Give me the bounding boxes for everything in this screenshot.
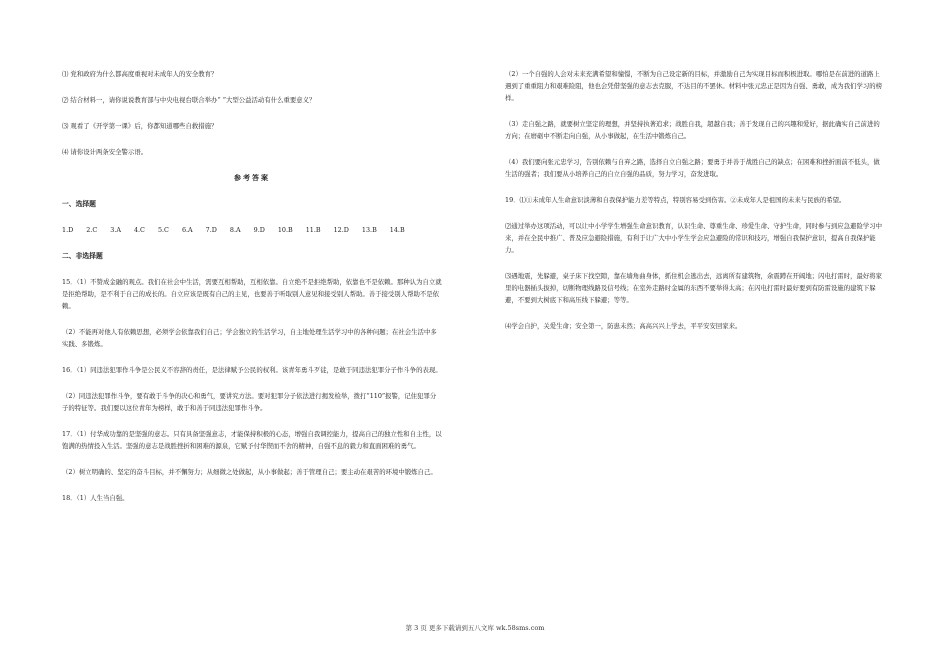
answer-18-1: 18．（1）人生当自强。	[62, 494, 129, 502]
choice-answer: 10.B	[277, 226, 293, 234]
section-choice-heading: 一、选择题	[62, 200, 96, 208]
question-3: ⑶ 观看了《开学第一课》后，你都知道哪些自救措施？	[62, 122, 218, 130]
answer-19-4: ⑷学会自护，关爱生命；安全第一，防患未然；高高兴兴上学去，平平安安回家来。	[505, 322, 742, 330]
section-nonchoice-heading: 二、非选择题	[62, 252, 103, 260]
answer-18-3: （3）走自强之路，就要树立坚定的理想，并坚持执著追求；战胜自我，超越自我；善于发现自己的兴趣和爱好，据此确实自己前进的方向；在磨砺中不断走向自强，从小事做起，在生活中锻炼自己。	[505, 120, 880, 140]
choice-answer: 3.A	[110, 226, 121, 234]
choice-answer: 12.D	[333, 226, 349, 234]
choice-answer: 6.A	[181, 226, 193, 234]
choice-answer: 11.B	[305, 226, 321, 234]
answer-17-1: 17．（1）付华成功靠的是坚强的意志。只有具备坚强意志，才能保持积极的心态，增强自我调控能力，提高自己的独立性和自主性，以饱满的热情投入生活。坚强的意志是战胜挫折和困难的源泉，它赋予付华锲而不舍的精神，自强不息的毅力和直面困难的勇气。	[62, 430, 442, 450]
page-footer: 第 3 页 更多下载请到五八文库 wk.58sms.com	[405, 624, 545, 632]
question-2: ⑵ 结合材料一，请你说说教育部与中央电视台联合举办“ ”大型公益活动有什么重要意义？	[62, 96, 316, 104]
choice-answer: 2.C	[86, 226, 98, 234]
choice-answer: 13.B	[361, 226, 377, 234]
left-column	[62, 68, 442, 504]
question-1: ⑴ 党和政府为什么都高度重视对未成年人的安全教育？	[62, 70, 218, 78]
choice-answer: 4.C	[133, 226, 145, 234]
answer-18-2: （2）一个自强的人会对未来充满希望和憧憬，不断为自己设定新的目标，并激励自己为实现目标而积极进取。哪怕是在前进的道路上遇到了重重阻力和艰难险阻，他也会凭借坚强的意志去克服，不达目的不罢休。材料中张元忠正是因为自强、勇敢，成为我们学习的榜样。	[505, 70, 883, 102]
choice-answer: 5.C	[157, 226, 169, 234]
answer-17-2: （2）树立明确的、坚定的奋斗目标，并不懈努力；从细微之处做起，从小事做起；善于管理自己；要主动在艰苦的环境中锻炼自己。	[62, 468, 437, 476]
choice-answer: 1.D	[62, 226, 74, 234]
answer-19-3: ⑶遇地震，先躲避，桌子床下找空隙，靠在墙角曲身体，抓住机会逃出去，远离所有建筑物，余震蹲在开阔地；闪电打雷时，最好将家里的电器插头拔掉，切断物理线路及信号线；在室外走路时金属的东西不要举得太高；在闪电打雷时最好要到有防雷设施的建筑下躲避，不要到大树底下和高压线下躲避；等等。	[505, 272, 883, 304]
answer-18-4: （4）我们要向张元忠学习，告别依赖与自弃之路，选择自立自强之路；要勇于并善于战胜自己的缺点；在困难和挫折面前不低头，做生活的强者；我们要从小培养自己的自立自强的品质，努力学习，奋发进取。	[505, 158, 880, 178]
answer-19-1: 19．⑴①未成年人生命意识淡薄和自我保护能力差等特点，特别容易受到伤害。②未成年人是祖国的未来与民族的希望。	[505, 196, 846, 204]
answer-19-2: ⑵通过举办这项活动，可以让中小学学生增强生命意识教育，认识生命、尊重生命、珍爱生命、守护生命，同时参与到应急避险学习中来，并在全民中推广、普及应急避险措施，有利于让广大中小学生学会应急避险的常识和技巧，增强自我保护意识，提高自我保护能力。	[505, 222, 883, 254]
right-column	[505, 68, 885, 332]
answer-15-1: 15．（1）不赞成金融的观点。我们在社会中生活，需要互相帮助，互相依靠。自立绝不是拒绝帮助，依靠也不是依赖。那种认为自立就是拒绝帮助，是不利于自己的成长的。自立应该是既有自己的主见，也要善于听取别人意见和接受别人帮助。善于接受别人帮助不是依赖。	[62, 278, 442, 310]
choice-answer: 9.D	[253, 226, 265, 234]
choice-answer: 7.D	[205, 226, 217, 234]
question-4: ⑷ 请你设计两条安全警示语。	[62, 148, 148, 156]
answer-16-2: （2）同违法犯罪作斗争，要有敢于斗争的决心和勇气，要讲究方法。要对犯罪分子依法进行揭发检举，拨打“110”报警，记住犯罪分子的特征等。我们要以这位青年为榜样，敢于和善于同违法犯罪作斗争。	[62, 392, 437, 412]
answer-16-1: 16．（1）同违法犯罪作斗争是公民义不容辞的责任，是法律赋予公民的权利。该青年勇斗歹徒，是敢于同违法犯罪分子作斗争的表现。	[62, 366, 442, 374]
choice-answer: 8.A	[229, 226, 241, 234]
choice-answers	[62, 224, 442, 236]
choice-answer: 14.B	[389, 226, 405, 234]
reference-answers-title: 参考答案	[234, 173, 270, 182]
answer-15-2: （2）不能再对他人有依赖思想，必须学会依靠我们自己；学会独立的生活学习，自主地处理生活学习中的各种问题；在社会生活中多实践、多锻炼。	[62, 328, 437, 348]
